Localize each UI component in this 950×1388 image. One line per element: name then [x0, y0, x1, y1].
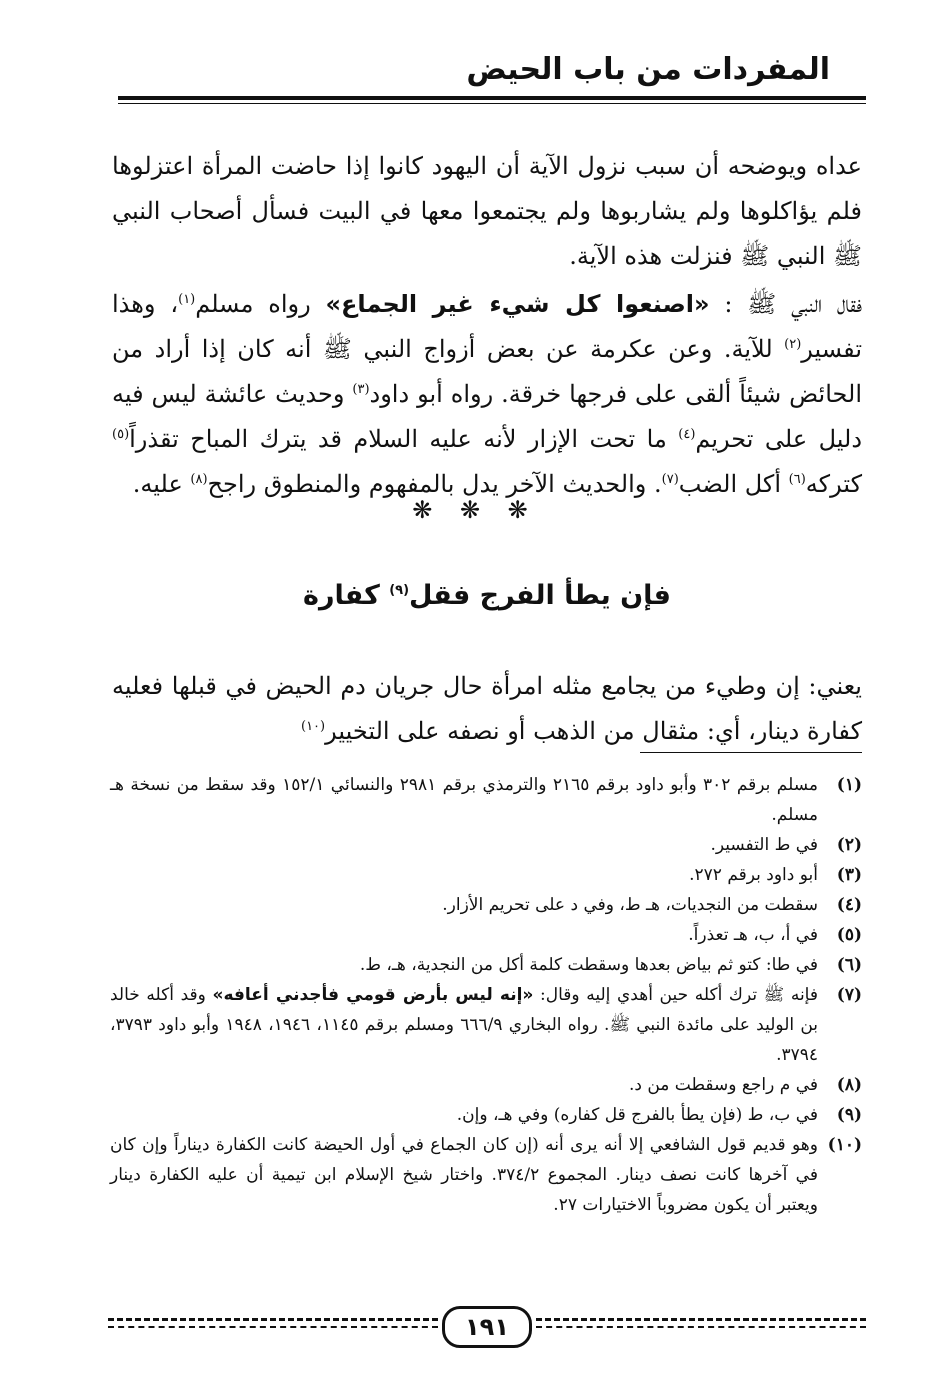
footnote-text: في طا: كتو ثم بياض بعدها وسقطت كلمة أكل من النجدية، هـ، ط.	[359, 955, 818, 975]
footnote-text: أبو داود برقم ٢٧٢.	[689, 865, 818, 885]
footnote-ref-6: (٦)	[788, 472, 806, 487]
footnote-text: مسلم برقم ٣٠٢ وأبو داود برقم ٢١٦٥ والترمذي برقم ٢٩٨١ والنسائي ١٥٢/١ وقد سقط من نسخة هـ مسلم.	[110, 775, 818, 825]
section-heading	[112, 580, 862, 611]
footnote-7-quote: «إنه ليس بأرض قومي فأجدني أعافه»	[212, 985, 534, 1005]
footnote-divider	[640, 752, 862, 753]
footnote-4	[110, 890, 862, 920]
footnotes-list	[110, 770, 862, 1220]
footnote-number: (٢)	[836, 835, 862, 855]
footnote-ref-5: (٥)	[112, 427, 130, 442]
section-heading-text: فإن يطأ الفرج فقل	[409, 580, 671, 611]
section-separator: ❋ ❋ ❋	[412, 496, 538, 524]
footnote-8	[110, 1070, 862, 1100]
para2-text-e: وحديث عائشة ليس فيه دليل على تحريم	[112, 380, 863, 453]
para3-text: يعني: إن وطيء من يجامع مثله امرأة حال جريان دم الحيض في قبلها فعليه كفارة دينار، أي: مثقال من الذهب أو نصفه على التخيير	[112, 672, 862, 745]
para2-text-a: فقال النبي ﷺ :	[709, 290, 863, 318]
para2-text-c: ، وهذا تفسير	[112, 290, 862, 363]
footnote-number: (٨)	[836, 1075, 862, 1095]
footer-dashed-line-right-2	[536, 1326, 866, 1328]
footnote-text: في أ، ب، هـ تعذراً.	[688, 925, 818, 945]
paragraph-1: عداه ويوضحه أن سبب نزول الآية أن اليهود كانوا إذا حاضت المرأة اعتزلوها فلم يؤاكلوها ولم يشاربوها ولم يجتمعوا معها في البيت فسأل أصحاب النبي ﷺ النبي ﷺ فنزلت هذه الآية.	[112, 152, 862, 270]
footnote-7-pre: فإنه ﷺ ترك أكله حين أهدي إليه وقال:	[533, 985, 818, 1005]
footnote-ref-3: (٣)	[352, 382, 370, 397]
footnote-text: في م راجع وسقطت من د.	[628, 1075, 818, 1095]
footer-dashed-line-right	[536, 1318, 866, 1321]
footnote-number: (٩)	[836, 1105, 862, 1125]
footnote-text	[110, 980, 818, 1070]
footnote-9	[110, 1100, 862, 1130]
header-rule-thin	[118, 103, 866, 104]
para2-text-g: كتركه	[805, 470, 862, 498]
footnote-7	[110, 980, 862, 1070]
hadith-quote: «اصنعوا كل شيء غير الجماع»	[325, 290, 710, 318]
page-number: ١٩١	[442, 1306, 532, 1348]
footnote-number: (١٠)	[827, 1135, 862, 1155]
footnote-3	[110, 860, 862, 890]
footnote-text: سقطت من النجديات، هـ ط، وفي د على تحريم الأزار.	[442, 895, 818, 915]
footnote-number: (١)	[836, 775, 862, 795]
footnote-text: في ط التفسير.	[710, 835, 818, 855]
footnote-ref-2: (٢)	[784, 337, 802, 352]
footnote-number: (٧)	[836, 985, 862, 1005]
footnote-number: (٤)	[836, 895, 862, 915]
footnote-10	[110, 1130, 862, 1220]
paragraph-2	[112, 282, 862, 507]
para2-text-j: عليه.	[132, 470, 191, 498]
footnote-5	[110, 920, 862, 950]
para2-text-d: للآية. وعن عكرمة عن بعض أزواج النبي ﷺ أنه كان إذا أراد من الحائض شيئاً ألقى على فرجها خرقة. رواه أبو داود	[112, 335, 862, 408]
footer-dashed-line-left	[108, 1318, 438, 1321]
footnote-text: في ب، ط (فإن يطأ بالفرج قل كفاره) وفي هـ، وإن.	[456, 1105, 818, 1125]
para2-text-f: ما تحت الإزار لأنه عليه السلام قد يترك المباح تقذراً	[129, 425, 679, 453]
footnote-2	[110, 830, 862, 860]
para2-text-h: أكل الضب	[678, 470, 789, 498]
footnote-ref-7: (٧)	[661, 472, 679, 487]
para2-text-i: . والحديث الآخر يدل بالمفهوم والمنطوق راجح	[207, 470, 662, 498]
footnote-ref-9: (٩)	[389, 583, 410, 598]
footnote-1	[110, 770, 862, 830]
footnote-number: (٥)	[836, 925, 862, 945]
footnote-ref-1: (١)	[178, 292, 196, 307]
footnote-ref-8: (٨)	[190, 472, 208, 487]
running-title: المفردات من باب الحيض	[466, 52, 830, 87]
section-heading-tail: كفارة	[303, 580, 390, 611]
footnote-number: (٦)	[836, 955, 862, 975]
footer-dashed-line-left-2	[108, 1326, 438, 1328]
header-rule-thick	[118, 96, 866, 100]
page-footer-ornament	[108, 1306, 866, 1346]
footnote-text: وهو قديم قول الشافعي إلا أنه يرى أنه (إن كان الجماع في أول الحيضة كانت الكفارة ديناراً وإن كان في آخرها كانت نصف دينار. المجموع ٣٧٤/٢. واختار شيخ الإسلام ابن تيمية أن عليه الكفارة دينار ويعتبر أن يكون مضروباً الاختيارات ٢٧.	[110, 1135, 818, 1215]
footnote-ref-10: (١٠)	[300, 719, 326, 734]
footnote-7-post: وقد أكله خالد بن الوليد على مائدة النبي ﷺ. رواه البخاري ٦٦٦/٩ ومسلم برقم ١١٤٥، ١٩٤٦، ١٩٤٨ وأبو داود ٣٧٩٣، ٣٧٩٤.	[110, 985, 819, 1065]
paragraph-3	[112, 664, 862, 754]
para2-text-b: رواه مسلم	[195, 290, 326, 318]
footnote-number: (٣)	[836, 865, 862, 885]
footnote-6	[110, 950, 862, 980]
footnote-ref-4: (٤)	[678, 427, 696, 442]
